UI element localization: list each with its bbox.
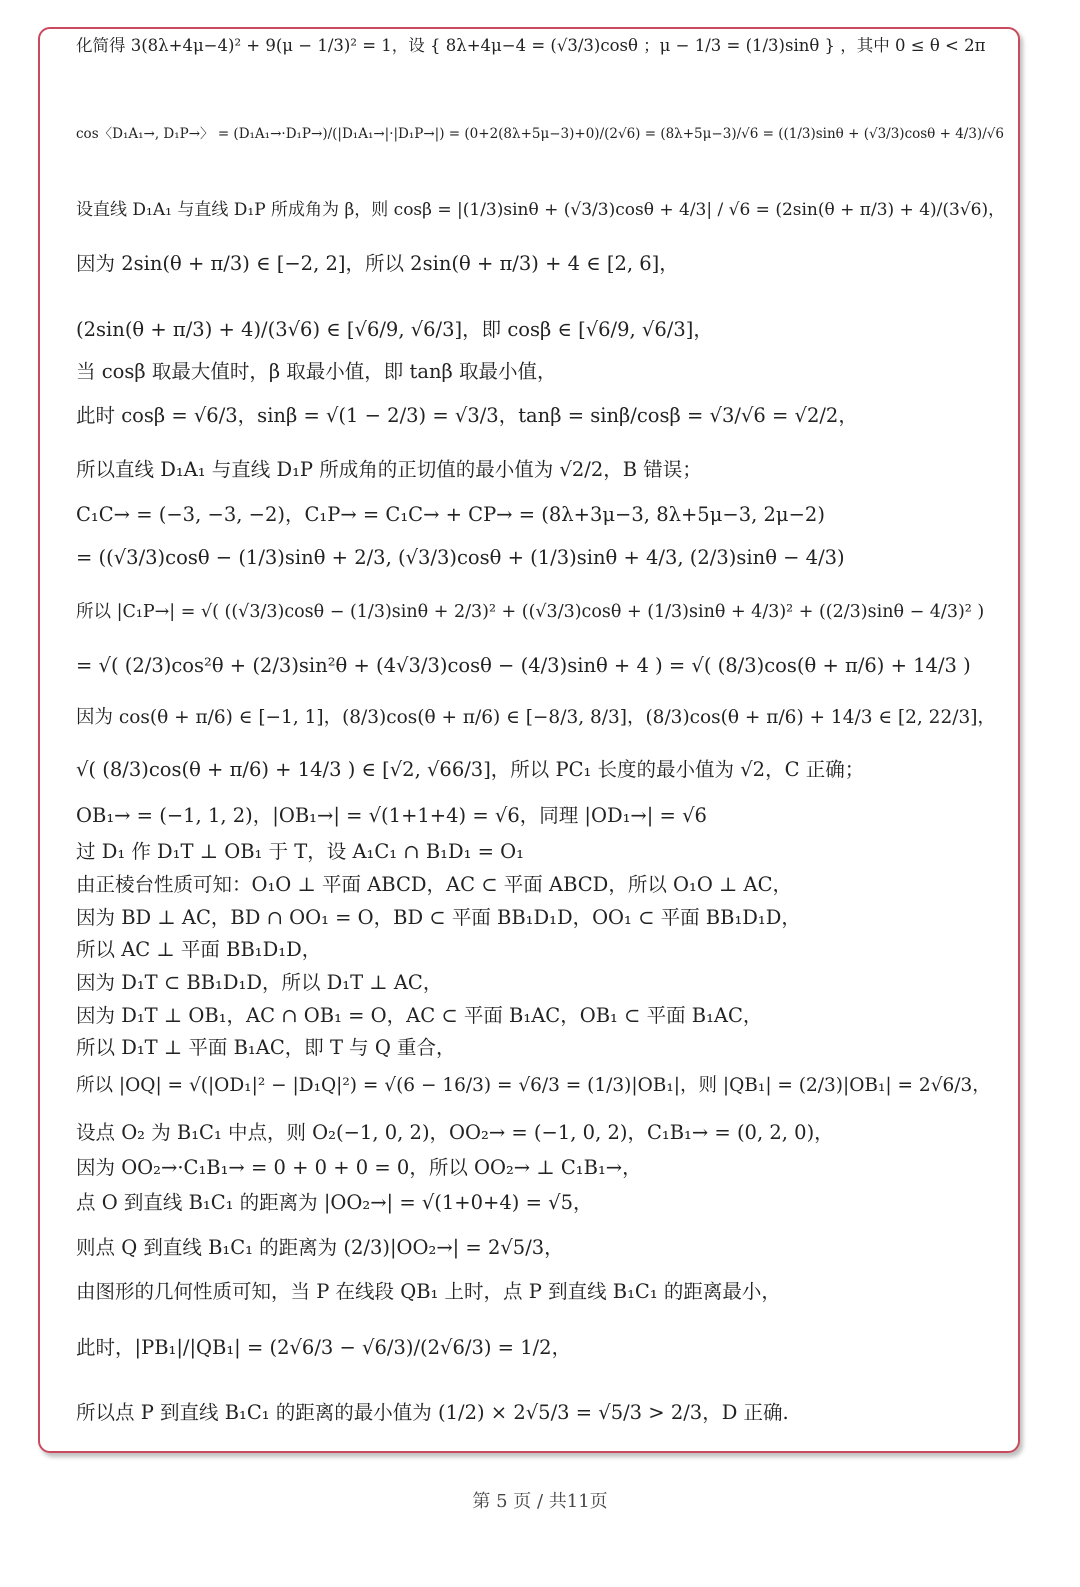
text-line: √( (8/3)cos(θ + π/6) + 14/3 ) ∈ [√2, √66/3]，所以 PC₁ 长度的最小值为 √2，C 正确；	[76, 758, 865, 781]
text-line: 所以 AC ⊥ 平面 BB₁D₁D，	[76, 938, 322, 961]
text-line: 因为 D₁T ⊂ BB₁D₁D，所以 D₁T ⊥ AC，	[76, 971, 443, 994]
text-line: 所以 |C₁P→| = √( ((√3/3)cosθ − (1/3)sinθ + 2/3)² + ((√3/3)cosθ + (1/3)sinθ + 4/3)² + ((2/3)sinθ − 4/3)² )	[76, 602, 985, 622]
text-line: 化简得 3(8λ+4μ−4)² + 9(μ − 1/3)² = 1，设 { 8λ+4μ−4 = (√3/3)cosθ ；μ − 1/3 = (1/3)sinθ } ，其中 0 ≤ θ < 2π	[76, 36, 986, 55]
text-line: 当 cosβ 取最大值时，β 取最小值，即 tanβ 取最小值，	[76, 360, 557, 383]
text-line: 所以直线 D₁A₁ 与直线 D₁P 所成角的正切值的最小值为 √2/2，B 错误；	[76, 458, 702, 481]
text-line: 由图形的几何性质可知，当 P 在线段 QB₁ 上时，点 P 到直线 B₁C₁ 的距离最小，	[76, 1280, 781, 1303]
text-line: 因为 2sin(θ + π/3) ∈ [−2, 2]，所以 2sin(θ + π/3) + 4 ∈ [2, 6]，	[76, 252, 679, 275]
text-line: 设直线 D₁A₁ 与直线 D₁P 所成角为 β，则 cosβ = |(1/3)sinθ + (√3/3)cosθ + 4/3| / √6 = (2sin(θ + π/3) + 4)/(3√6)，	[76, 200, 1006, 220]
text-line: 此时，|PB₁|/|QB₁| = (2√6/3 − √6/3)/(2√6/3) = 1/2，	[76, 1336, 572, 1359]
text-line: 此时 cosβ = √6/3，sinβ = √(1 − 2/3) = √3/3，tanβ = sinβ/cosβ = √3/√6 = √2/2，	[76, 404, 858, 427]
text-line: C₁C→ = (−3, −3, −2)，C₁P→ = C₁C→ + CP→ = (8λ+3μ−3, 8λ+5μ−3, 2μ−2)	[76, 503, 825, 526]
text-line: = √( (2/3)cos²θ + (2/3)sin²θ + (4√3/3)cosθ − (4/3)sinθ + 4 ) = √( (8/3)cos(θ + π/6) + 14/3 )	[76, 654, 971, 677]
text-line: 因为 cos(θ + π/6) ∈ [−1, 1]，(8/3)cos(θ + π/6) ∈ [−8/3, 8/3]，(8/3)cos(θ + π/6) + 14/3 ∈ [2, 22/3]，	[76, 707, 996, 728]
text-line: = ((√3/3)cosθ − (1/3)sinθ + 2/3, (√3/3)cosθ + (1/3)sinθ + 4/3, (2/3)sinθ − 4/3)	[76, 546, 845, 569]
text-line: 由正棱台性质可知：O₁O ⊥ 平面 ABCD，AC ⊂ 平面 ABCD，所以 O₁O ⊥ AC，	[76, 873, 793, 896]
text-line: 所以 |OQ| = √(|OD₁|² − |D₁Q|²) = √(6 − 16/3) = √6/3 = (1/3)|OB₁|，则 |QB₁| = (2/3)|OB₁| = 2√6/3，	[76, 1075, 991, 1096]
text-line: 所以点 P 到直线 B₁C₁ 的距离的最小值为 (1/2) × 2√5/3 = √5/3 > 2/3，D 正确.	[76, 1401, 789, 1424]
text-line: (2sin(θ + π/3) + 4)/(3√6) ∈ [√6/9, √6/3]，即 cosβ ∈ [√6/9, √6/3]，	[76, 318, 713, 341]
text-line: 设点 O₂ 为 B₁C₁ 中点，则 O₂(−1, 0, 2)，OO₂→ = (−1, 0, 2)，C₁B₁→ = (0, 2, 0)，	[76, 1121, 834, 1144]
page-number: 第 5 页 / 共11页	[472, 1491, 608, 1512]
text-line: 因为 OO₂→·C₁B₁→ = 0 + 0 + 0 = 0，所以 OO₂→ ⊥ C₁B₁→，	[76, 1156, 642, 1179]
text-line: 因为 BD ⊥ AC，BD ∩ OO₁ = O，BD ⊂ 平面 BB₁D₁D，OO₁ ⊂ 平面 BB₁D₁D，	[76, 906, 801, 929]
text-line: OB₁→ = (−1, 1, 2)，|OB₁→| = √(1+1+4) = √6，同理 |OD₁→| = √6	[76, 804, 707, 827]
text-line: 则点 Q 到直线 B₁C₁ 的距离为 (2/3)|OO₂→| = 2√5/3，	[76, 1236, 564, 1259]
text-line: 所以 D₁T ⊥ 平面 B₁AC，即 T 与 Q 重合，	[76, 1036, 456, 1059]
text-line: 点 O 到直线 B₁C₁ 的距离为 |OO₂→| = √(1+0+4) = √5，	[76, 1191, 593, 1214]
text-line: 因为 D₁T ⊥ OB₁，AC ∩ OB₁ = O，AC ⊂ 平面 B₁AC，OB₁ ⊂ 平面 B₁AC，	[76, 1004, 763, 1027]
text-line: 过 D₁ 作 D₁T ⊥ OB₁ 于 T，设 A₁C₁ ∩ B₁D₁ = O₁	[76, 840, 524, 863]
text-line: cos〈D₁A₁→, D₁P→〉 = (D₁A₁→·D₁P→)/(|D₁A₁→|·|D₁P→|) = (0+2(8λ+5μ−3)+0)/(2√6) = (8λ+5μ−3)/√6 = ((1/3)sinθ + (√3/3)cosθ + 4/3)/√6	[76, 126, 1004, 142]
